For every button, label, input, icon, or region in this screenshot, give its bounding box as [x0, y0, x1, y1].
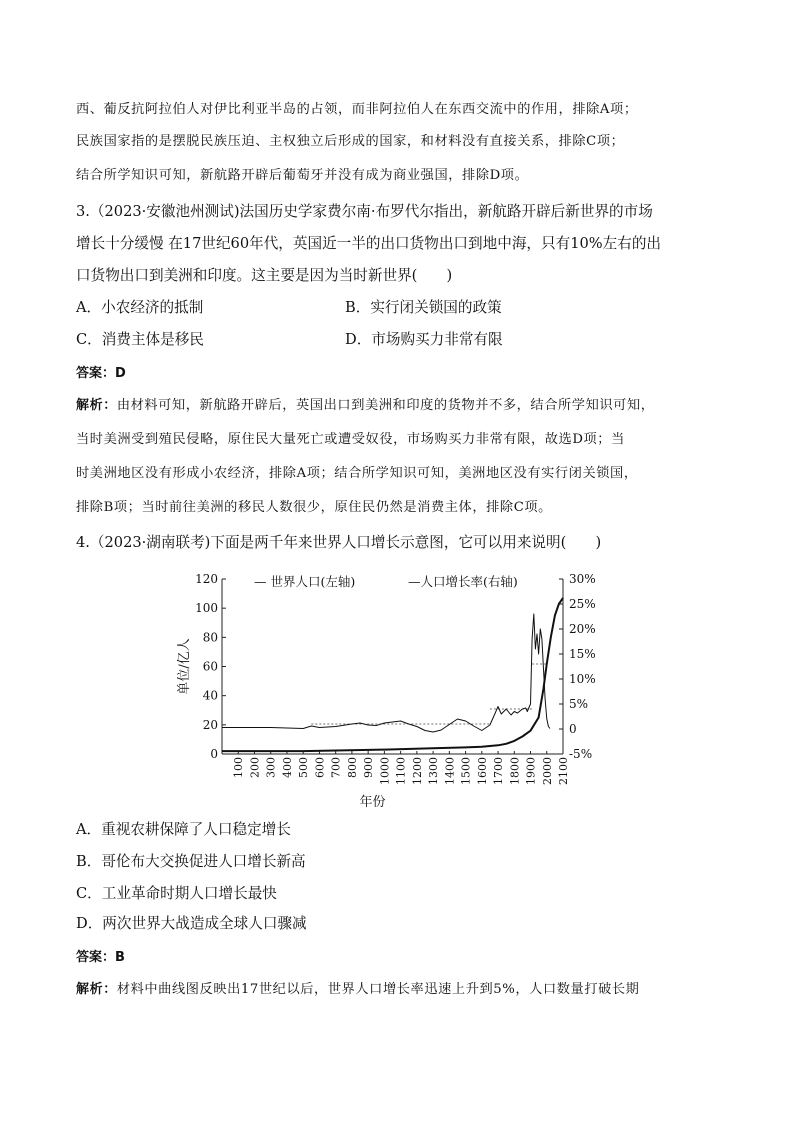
q3-answer [76, 362, 126, 384]
growth-rate-series-line [222, 614, 550, 732]
q3-analysis-text-1: 由材料可知，新航路开辟后，英国出口到美洲和印度的货物并不多，结合所学知识可知， [116, 398, 655, 413]
q4-stem: 4.（2023·湖南联考)下面是两千年来世界人口增长示意图，它可以用来说明( ) [76, 534, 602, 551]
x-tick-label: 100 [232, 757, 246, 778]
y-left-tick-label: 80 [202, 630, 218, 645]
q3-analysis-line-2: 当时美洲受到殖民侵略，原住民大量死亡或遭受奴役，市场购买力非常有限，故选D项；当 [76, 432, 625, 447]
q3-answer-label: 答案： [76, 366, 116, 381]
q3-analysis-line-1 [76, 396, 655, 416]
prev-analysis-line-3: 结合所学知识可知，新航路开辟后葡萄牙并没有成为商业强国，排除D项。 [76, 168, 529, 183]
y-right-tick-label: 15% [569, 647, 596, 661]
y-left-tick-label: 0 [210, 747, 218, 761]
x-tick-label: 1100 [394, 757, 408, 785]
x-tick-label: 900 [362, 757, 376, 778]
q3-option-c: C．消费主体是移民 [76, 331, 204, 348]
y-left-tick-label: 100 [195, 601, 218, 616]
x-tick-label: 300 [264, 757, 278, 778]
y-right-tick-label: 0 [569, 722, 577, 736]
x-tick-label: 2100 [557, 757, 570, 785]
q4-option-b: B．哥伦布大交换促进人口增长新高 [76, 853, 306, 870]
q3-option-b: B．实行闭关锁国的政策 [345, 299, 502, 316]
q4-answer-label: 答案： [76, 950, 116, 965]
x-tick-label: 1600 [475, 757, 489, 785]
q4-analysis-text-1: 材料中曲线图反映出17世纪以后，世界人口增长率迅速上升到5%，人口数量打破长期 [116, 982, 640, 997]
legend-growth-rate: —人口增长率(右轴) [408, 574, 518, 589]
x-axis-title: 年份 [359, 795, 386, 810]
q4-analysis-label: 解析： [76, 982, 117, 997]
q4-option-a: A．重视农耕保障了人口稳定增长 [76, 821, 291, 838]
x-tick-label: 800 [345, 757, 359, 778]
q3-stem-line-3: 口货物出口到美洲和印度。这主要是因为当时新世界( ) [76, 267, 453, 284]
chart-series [222, 598, 563, 751]
x-tick-label: 600 [313, 757, 327, 778]
x-tick-label: 1300 [427, 757, 441, 785]
y-left-tick-label: 40 [202, 688, 218, 703]
y-left-tick-label: 120 [195, 572, 218, 586]
q3-analysis-line-3: 时美洲地区没有形成小农经济，排除A项；结合所学知识可知，美洲地区没有实行闭关锁国， [76, 466, 638, 481]
prev-analysis-line-1: 西、葡反抗阿拉伯人对伊比利亚半岛的占领，而非阿拉伯人在东西交流中的作用，排除A项； [76, 102, 638, 117]
x-tick-label: 1500 [459, 757, 473, 785]
q3-analysis-label: 解析： [76, 398, 117, 413]
q3-option-a: A．小农经济的抵制 [76, 299, 204, 316]
x-tick-label: 700 [329, 757, 343, 778]
q3-stem-line-2: 增长十分缓慢 在17世纪60年代，英国近一半的出口货物出口到地中海，只有10%左右的出 [76, 235, 662, 252]
x-tick-label: 2000 [540, 757, 554, 785]
q4-option-c: C．工业革命时期人口增长最快 [76, 885, 277, 902]
y-right-tick-label: 30% [569, 572, 596, 586]
y-right-tick-label: 20% [569, 622, 596, 636]
x-tick-label: 1000 [378, 757, 392, 785]
y-left-tick-label: 20 [202, 717, 218, 732]
x-tick-label: 200 [248, 757, 262, 778]
q3-answer-value: D [115, 366, 126, 381]
q4-option-d: D．两次世界大战造成全球人口骤减 [76, 915, 307, 932]
y-right-tick-label: 25% [569, 597, 596, 611]
x-tick-label: 1200 [410, 757, 424, 785]
x-tick-label: 1900 [524, 757, 538, 785]
prev-analysis-line-2: 民族国家指的是摆脱民族压迫、主权独立后形成的国家，和材料没有直接关系，排除C项； [76, 134, 625, 149]
x-tick-label: 500 [297, 757, 311, 778]
y-left-tick-label: 60 [202, 659, 218, 674]
population-series-line [222, 598, 563, 751]
q4-analysis-line-1 [76, 980, 639, 1000]
q4-answer [76, 946, 125, 968]
q3-stem-line-1: 3.（2023·安徽池州测试)法国历史学家费尔南·布罗代尔指出，新航路开辟后新世界的市场 [76, 203, 653, 220]
y-right-tick-label: -5% [569, 747, 593, 761]
chart-labels [177, 572, 596, 810]
y-right-tick-label: 5% [569, 697, 589, 711]
x-tick-label: 400 [280, 757, 294, 778]
x-tick-label: 1800 [508, 757, 522, 785]
y-right-tick-label: 10% [569, 672, 596, 686]
x-tick-label: 1700 [492, 757, 506, 785]
legend-population: — 世界人口(左轴) [254, 574, 356, 589]
x-tick-label: 1400 [443, 757, 457, 785]
q4-answer-value: B [115, 950, 125, 965]
q3-option-d: D．市场购买力非常有限 [345, 331, 503, 348]
y-axis-title: 单位/亿人 [177, 638, 192, 695]
q3-analysis-line-4: 排除B项；当时前往美洲的移民人数很少，原住民仍然是消费主体，排除C项。 [76, 500, 552, 515]
population-chart [170, 566, 610, 814]
